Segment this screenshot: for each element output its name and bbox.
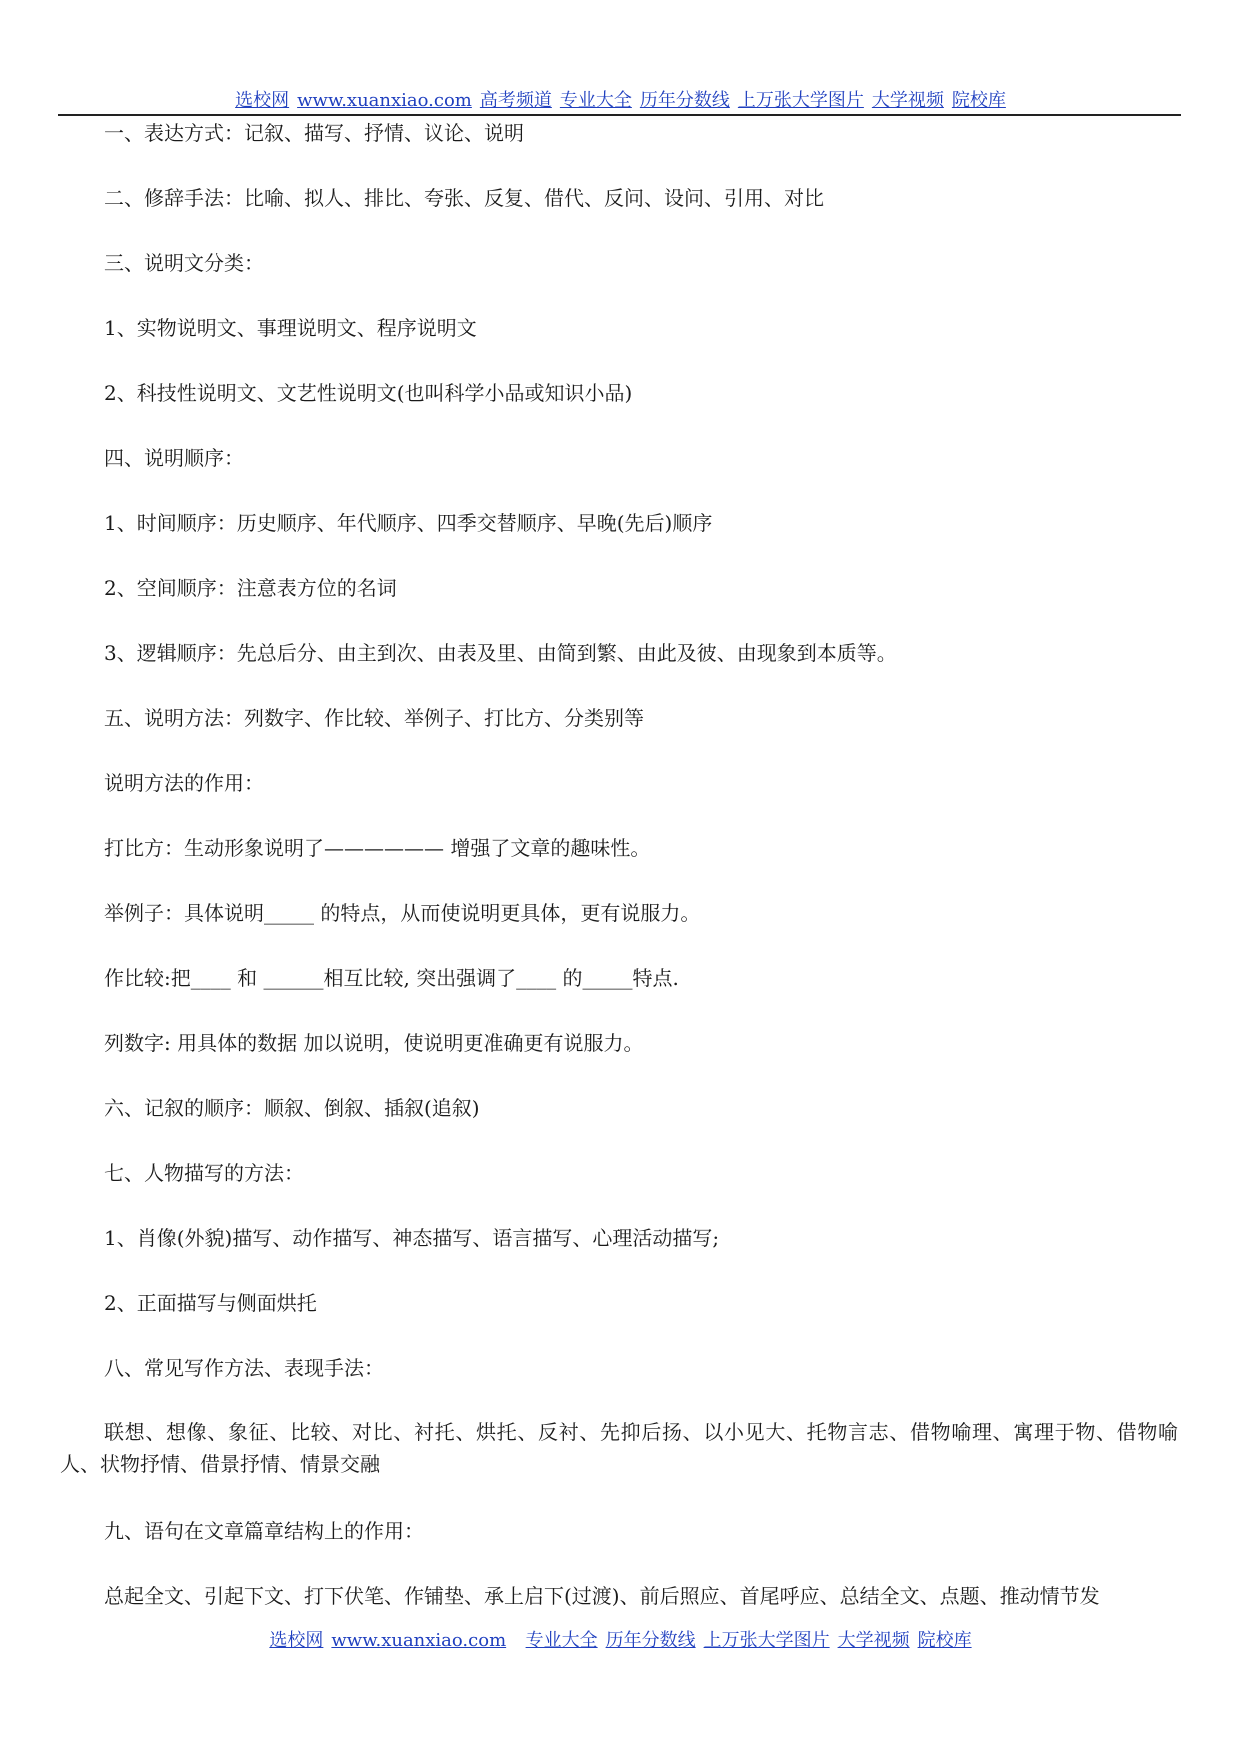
- nav-link-photos[interactable]: 上万张大学图片: [737, 90, 864, 111]
- line-methods-effect: 说明方法的作用：: [104, 771, 264, 795]
- header-nav: [0, 90, 1241, 112]
- footer-link-website[interactable]: www.xuanxiao.com: [331, 1630, 507, 1651]
- nav-link-website[interactable]: www.xuanxiao.com: [297, 90, 472, 111]
- line-rhetoric: 二、修辞手法：比喻、拟人、排比、夸张、反复、借代、反问、设问、引用、对比: [104, 186, 824, 210]
- footer-link-majors[interactable]: 专业大全: [525, 1630, 598, 1651]
- line-order-logic: 3、逻辑顺序：先总后分、由主到次、由表及里、由简到繁、由此及彼、由现象到本质等。: [104, 641, 897, 665]
- footer-nav: [0, 1630, 1241, 1652]
- line-expression-modes: 一、表达方式：记叙、描写、抒情、议论、说明: [104, 121, 524, 145]
- nav-link-videos[interactable]: 大学视频: [871, 90, 944, 111]
- paragraph-writing-techniques: 联想、想像、象征、比较、对比、衬托、烘托、反衬、先抑后扬、以小见大、托物言志、借物喻理、寓理于物、借物喻人、状物抒情、借景抒情、情景交融: [60, 1420, 1178, 1476]
- line-example: 举例子：具体说明_____ 的特点，从而使说明更具体，更有说服力。: [104, 901, 701, 925]
- line-analogy: 打比方：生动形象说明了—————— 增强了文章的趣味性。: [104, 836, 651, 860]
- line-sentence-function: 九、语句在文章篇章结构上的作用：: [104, 1519, 424, 1543]
- nav-link-xuanxiao[interactable]: 选校网: [235, 90, 290, 111]
- line-explain-methods: 五、说明方法：列数字、作比较、举例子、打比方、分类别等: [104, 706, 644, 730]
- nav-link-gaokao[interactable]: 高考频道: [479, 90, 552, 111]
- line-expository-type-1: 1、实物说明文、事理说明文、程序说明文: [104, 316, 477, 340]
- line-narrative-order: 六、记叙的顺序：顺叙、倒叙、插叙(追叙): [104, 1096, 480, 1120]
- line-writing-methods: 八、常见写作方法、表现手法：: [104, 1356, 384, 1380]
- line-character-method-2: 2、正面描写与侧面烘托: [104, 1291, 317, 1315]
- footer-link-scores[interactable]: 历年分数线: [605, 1630, 696, 1651]
- footer-link-colleges[interactable]: 院校库: [917, 1630, 972, 1651]
- line-character-method-1: 1、肖像(外貌)描写、动作描写、神态描写、语言描写、心理活动描写;: [104, 1226, 720, 1250]
- line-character-methods: 七、人物描写的方法：: [104, 1161, 304, 1185]
- footer-link-videos[interactable]: 大学视频: [837, 1630, 910, 1651]
- line-comparison: 作比较:把____ 和 ______相互比较, 突出强调了____ 的_____特点.: [104, 966, 679, 990]
- line-sentence-function-list: 总起全文、引起下文、打下伏笔、作铺垫、承上启下(过渡)、前后照应、首尾呼应、总结全文、点题、推动情节发: [104, 1584, 1100, 1608]
- footer-link-xuanxiao[interactable]: 选校网: [269, 1630, 324, 1651]
- line-numbers: 列数字: 用具体的数据 加以说明，使说明更准确更有说服力。: [104, 1031, 644, 1055]
- line-order-time: 1、时间顺序：历史顺序、年代顺序、四季交替顺序、早晚(先后)顺序: [104, 511, 713, 535]
- header-divider: [58, 114, 1181, 116]
- nav-link-majors[interactable]: 专业大全: [559, 90, 632, 111]
- footer-link-photos[interactable]: 上万张大学图片: [703, 1630, 830, 1651]
- line-expository-type-2: 2、科技性说明文、文艺性说明文(也叫科学小品或知识小品): [104, 381, 633, 405]
- line-explain-order: 四、说明顺序：: [104, 446, 244, 470]
- line-expository-types: 三、说明文分类：: [104, 251, 264, 275]
- nav-link-colleges[interactable]: 院校库: [951, 90, 1006, 111]
- nav-link-scores[interactable]: 历年分数线: [639, 90, 730, 111]
- line-order-space: 2、空间顺序：注意表方位的名词: [104, 576, 397, 600]
